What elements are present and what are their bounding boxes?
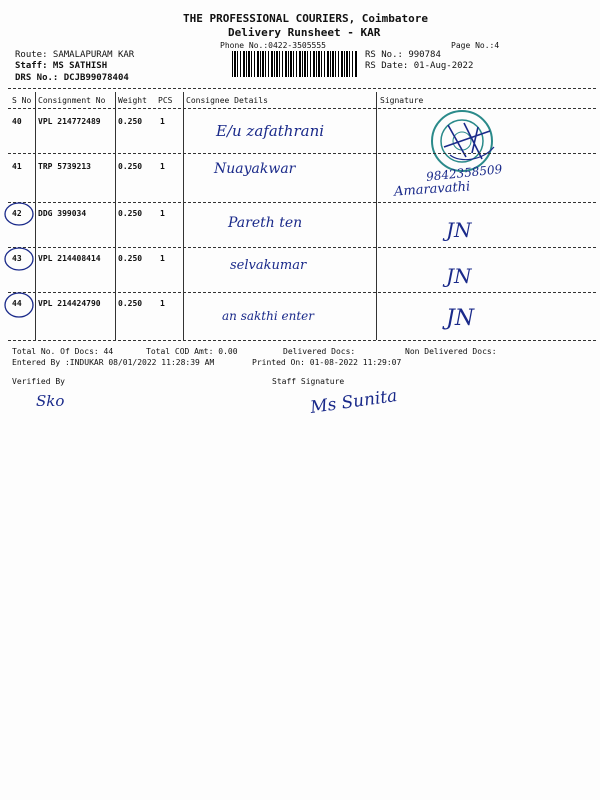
rs-number: RS No.: 990784 xyxy=(365,50,441,60)
row-sno: 41 xyxy=(12,162,22,171)
col-separator xyxy=(376,92,377,340)
row-rule xyxy=(8,202,596,203)
signature-handwriting: JN xyxy=(446,218,472,242)
page-number: Page No.:4 xyxy=(451,41,500,50)
runsheet-subtitle: Delivery Runsheet - KAR xyxy=(228,26,381,39)
table-top-rule xyxy=(8,88,596,89)
col-separator xyxy=(183,92,184,340)
row-consignment: VPL 214772489 xyxy=(38,117,101,126)
row-weight: 0.250 xyxy=(118,254,143,263)
consignee-handwriting: E/u zafathrani xyxy=(216,122,325,140)
row-consignment: VPL 214424790 xyxy=(38,299,101,308)
row-pcs: 1 xyxy=(160,162,165,171)
signature-handwriting: Amaravathi xyxy=(393,179,471,200)
total-cod: Total COD Amt: 0.00 xyxy=(146,347,238,356)
staff-signature-label: Staff Signature xyxy=(272,377,345,386)
row-rule xyxy=(8,153,596,154)
table-bottom-rule xyxy=(8,340,596,341)
row-sno: 44 xyxy=(12,299,22,308)
row-pcs: 1 xyxy=(160,254,165,263)
col-pcs: PCS xyxy=(158,96,173,105)
col-weight: Weight xyxy=(118,96,147,105)
row-rule xyxy=(8,247,596,248)
row-consignment: DDG 399034 xyxy=(38,209,87,218)
row-weight: 0.250 xyxy=(118,117,143,126)
col-separator xyxy=(115,92,116,340)
row-rule xyxy=(8,292,596,293)
row-pcs: 1 xyxy=(160,299,165,308)
total-docs: Total No. Of Docs: 44 xyxy=(12,347,114,356)
row-weight: 0.250 xyxy=(118,162,143,171)
consignee-handwriting: Nuayakwar xyxy=(214,161,296,177)
verified-by-label: Verified By xyxy=(12,377,65,386)
route-label: Route: SAMALAPURAM KAR xyxy=(15,50,135,60)
row-weight: 0.250 xyxy=(118,209,143,218)
printed-on: Printed On: 01-08-2022 11:29:07 xyxy=(252,358,402,367)
row-consignment: VPL 214408414 xyxy=(38,254,101,263)
col-sno: S No xyxy=(12,96,32,105)
barcode xyxy=(232,51,358,77)
row-sno: 40 xyxy=(12,117,22,126)
row-pcs: 1 xyxy=(160,209,165,218)
delivered-docs: Delivered Docs: xyxy=(283,347,356,356)
rs-date: RS Date: 01-Aug-2022 xyxy=(365,61,474,71)
staff-signature-handwriting: Ms Sunita xyxy=(309,386,399,418)
verified-signature: Sko xyxy=(36,392,65,410)
phone-number: Phone No.:0422-3505555 xyxy=(220,41,326,50)
row-weight: 0.250 xyxy=(118,299,143,308)
consignee-handwriting: Pareth ten xyxy=(228,215,303,231)
col-consignee: Consignee Details xyxy=(186,96,268,105)
row-pcs: 1 xyxy=(160,117,165,126)
non-delivered-docs: Non Delivered Docs: xyxy=(405,347,497,356)
signature-handwriting: JN xyxy=(446,264,472,288)
company-title: THE PROFESSIONAL COURIERS, Coimbatore xyxy=(183,12,429,25)
row-consignment: TRP 5739213 xyxy=(38,162,91,171)
row-sno: 42 xyxy=(12,209,22,218)
consignee-handwriting: selvakumar xyxy=(230,258,307,273)
col-signature: Signature xyxy=(380,96,424,105)
staff-label: Staff: MS SATHISH xyxy=(15,61,108,71)
col-consignment: Consignment No xyxy=(38,96,106,105)
consignee-handwriting: an sakthi enter xyxy=(222,309,314,323)
entered-by: Entered By :INDUKAR 08/01/2022 11:28:39 AM xyxy=(12,358,215,367)
row-sno: 43 xyxy=(12,254,22,263)
drs-number: DRS No.: DCJB99078404 xyxy=(15,73,129,83)
signature-handwriting: JN xyxy=(446,306,475,331)
phone-handwriting: 9842358509 xyxy=(425,162,503,184)
